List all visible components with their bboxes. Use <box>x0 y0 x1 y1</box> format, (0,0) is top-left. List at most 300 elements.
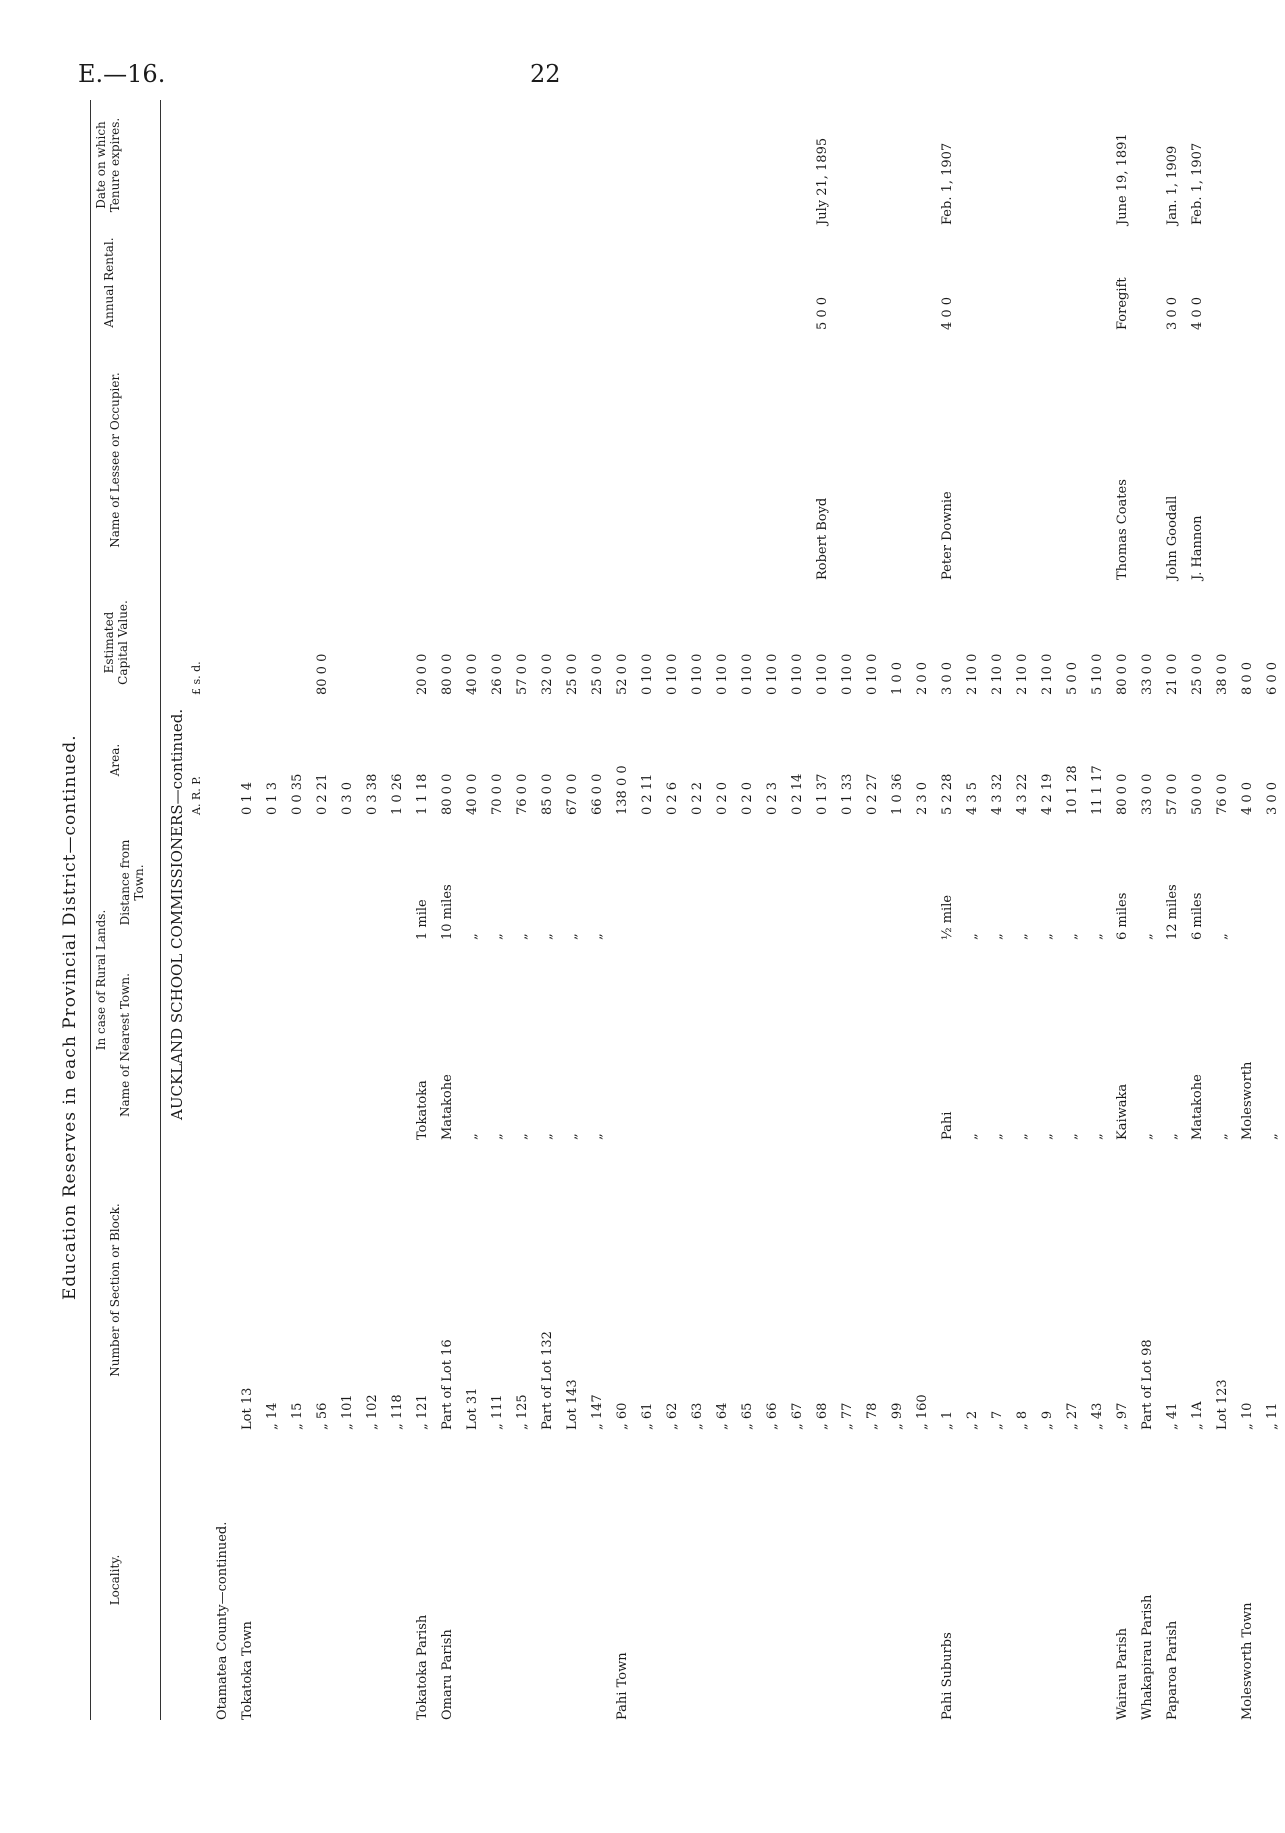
cell-date <box>335 105 360 225</box>
cell-date <box>535 105 560 225</box>
cell-dist <box>635 825 660 940</box>
cell-date <box>835 105 860 225</box>
cell-val: 2 10 0 <box>990 653 1005 695</box>
cell-date <box>685 105 710 225</box>
cell-dist <box>1260 825 1285 940</box>
rotated-table <box>50 117 1280 1720</box>
cell-val: 20 0 0 <box>415 653 430 695</box>
table-row <box>1260 320 1285 1720</box>
cell-area: 40 0 0 <box>465 773 480 815</box>
cell-val: 0 10 0 <box>840 653 855 695</box>
cell-date: Jan. 1, 1909 <box>1165 145 1180 225</box>
table-row <box>335 320 360 1720</box>
cell-date <box>785 105 810 225</box>
cell-les <box>385 340 410 580</box>
cell-sec: „ 1A <box>1190 1401 1205 1430</box>
cell-dist: „ <box>590 933 605 940</box>
cell-rent <box>260 235 285 330</box>
cell-rent <box>485 235 510 330</box>
cell-rent <box>885 235 910 330</box>
cell-sec <box>210 1230 235 1430</box>
cell-town: „ <box>590 1133 605 1140</box>
cell-date <box>1035 105 1060 225</box>
cell-area: 66 0 0 <box>590 773 605 815</box>
cell-date <box>285 105 310 225</box>
cell-sec: „ 11 <box>1265 1402 1280 1430</box>
cell-town: „ <box>515 1133 530 1140</box>
cell-town: „ <box>1040 1133 1055 1140</box>
table-row <box>935 142 960 1720</box>
cell-loc <box>1260 1440 1285 1720</box>
cell-loc <box>1185 1440 1210 1720</box>
cell-val: 0 10 0 <box>740 653 755 695</box>
cell-rent <box>360 235 385 330</box>
cell-val: 0 10 0 <box>865 653 880 695</box>
cell-loc <box>260 1440 285 1720</box>
cell-town <box>335 950 360 1140</box>
header-rental: Annual Rental. <box>102 237 116 328</box>
cell-town <box>235 950 260 1140</box>
cell-val: 32 0 0 <box>540 653 555 695</box>
cell-les <box>410 340 435 580</box>
cell-sec: „ 101 <box>340 1394 355 1430</box>
cell-rent <box>460 235 485 330</box>
cell-les <box>235 340 260 580</box>
table-row <box>760 320 785 1720</box>
table-row <box>1235 320 1260 1720</box>
cell-date <box>485 105 510 225</box>
cell-loc <box>1085 1440 1110 1720</box>
cell-date <box>1010 105 1035 225</box>
cell-les <box>760 340 785 580</box>
cell-town <box>635 950 660 1140</box>
header-expiry: Date on which Tenure expires. <box>94 117 122 213</box>
cell-date <box>760 105 785 225</box>
cell-les <box>910 340 935 580</box>
cell-date <box>410 105 435 225</box>
cell-loc <box>660 1440 685 1720</box>
cell-rent <box>335 235 360 330</box>
cell-town: Matakohe <box>440 1074 455 1140</box>
cell-town: „ <box>540 1133 555 1140</box>
cell-val: 6 0 0 <box>1265 661 1280 695</box>
cell-sec: „ 27 <box>1065 1402 1080 1430</box>
cell-sec: „ 64 <box>715 1402 730 1430</box>
cell-val: 5 10 0 <box>1090 653 1105 695</box>
cell-area: 4 3 22 <box>1015 773 1030 815</box>
cell-town <box>785 950 810 1140</box>
cell-les <box>1210 340 1235 580</box>
cell-sec: „ 77 <box>840 1402 855 1430</box>
table-row <box>810 137 835 1720</box>
cell-dist <box>285 825 310 940</box>
cell-loc <box>960 1440 985 1720</box>
table-row <box>1085 320 1110 1720</box>
cell-rent <box>610 235 635 330</box>
cell-les <box>785 340 810 580</box>
cell-les <box>535 340 560 580</box>
value-units: £ s. d. <box>190 661 203 695</box>
cell-town <box>835 950 860 1140</box>
cell-date <box>635 105 660 225</box>
cell-sec: Lot 143 <box>565 1379 580 1430</box>
cell-sec: Lot 31 <box>465 1387 480 1430</box>
cell-sec: „ 61 <box>640 1402 655 1430</box>
cell-dist: ½ mile <box>940 894 955 940</box>
cell-val: 25 0 0 <box>1190 653 1205 695</box>
cell-rent <box>1210 235 1235 330</box>
cell-sec: „ 43 <box>1090 1402 1105 1430</box>
cell-dist <box>710 825 735 940</box>
cell-val: 0 10 0 <box>690 653 705 695</box>
cell-dist <box>260 825 285 940</box>
table-row <box>1060 320 1085 1720</box>
table-row <box>535 320 560 1720</box>
cell-area: 70 0 0 <box>490 773 505 815</box>
cell-loc <box>785 1440 810 1720</box>
cell-val: 0 10 0 <box>790 653 805 695</box>
cell-dist <box>910 825 935 940</box>
cell-sec: „ 121 <box>415 1394 430 1430</box>
cell-dist: „ <box>1215 933 1230 940</box>
cell-rent <box>635 235 660 330</box>
table-row <box>210 320 235 1720</box>
cell-loc: Wairau Parish <box>1115 1628 1130 1720</box>
cell-dist <box>735 825 760 940</box>
cell-area: 0 2 0 <box>740 781 755 815</box>
cell-val: 40 0 0 <box>465 653 480 695</box>
header-locality: Locality. <box>108 1554 122 1606</box>
cell-sec: „ 78 <box>865 1402 880 1430</box>
cell-town <box>660 950 685 1140</box>
cell-les: Peter Downie <box>940 491 955 580</box>
table-row <box>1035 320 1060 1720</box>
cell-les <box>985 340 1010 580</box>
cell-dist <box>1235 825 1260 940</box>
table-row <box>1210 320 1235 1720</box>
cell-val: 57 0 0 <box>515 653 530 695</box>
cell-dist: „ <box>490 933 505 940</box>
table-row <box>310 320 335 1720</box>
table-row <box>435 320 460 1720</box>
cell-sec: „ 68 <box>815 1402 830 1430</box>
cell-date <box>735 105 760 225</box>
cell-area: 0 3 0 <box>340 781 355 815</box>
table-row <box>985 320 1010 1720</box>
table-row <box>785 320 810 1720</box>
cell-town: „ <box>1165 1133 1180 1140</box>
cell-loc <box>460 1440 485 1720</box>
cell-les <box>460 340 485 580</box>
cell-rent <box>285 235 310 330</box>
cell-les <box>435 340 460 580</box>
cell-town: „ <box>490 1133 505 1140</box>
cell-rent <box>535 235 560 330</box>
cell-date <box>960 105 985 225</box>
cell-town <box>310 950 335 1140</box>
table-row <box>1135 320 1160 1720</box>
cell-dist <box>660 825 685 940</box>
cell-rent <box>560 235 585 330</box>
cell-sec: „ 67 <box>790 1402 805 1430</box>
cell-area: 0 2 6 <box>665 781 680 815</box>
cell-sec: „ 97 <box>1115 1402 1130 1430</box>
table-row <box>1010 320 1035 1720</box>
cell-area: 1 1 18 <box>415 773 430 815</box>
cell-val: 5 0 0 <box>1065 661 1080 695</box>
cell-town: Molesworth <box>1240 1061 1255 1140</box>
cell-loc <box>360 1440 385 1720</box>
cell-dist: 6 miles <box>1190 892 1205 940</box>
cell-area: 0 1 3 <box>265 781 280 815</box>
cell-date <box>860 105 885 225</box>
cell-date <box>585 105 610 225</box>
cell-sec: „ 102 <box>365 1394 380 1430</box>
cell-town: „ <box>965 1133 980 1140</box>
cell-dist <box>610 825 635 940</box>
cell-date <box>660 105 685 225</box>
header-distance: Distance from Town. <box>118 839 146 926</box>
section-heading: AUCKLAND SCHOOL COMMISSIONERS—continued. <box>168 708 186 1120</box>
cell-val <box>260 590 285 695</box>
cell-area: 80 0 0 <box>440 773 455 815</box>
cell-loc <box>685 1440 710 1720</box>
cell-les: J. Hannon <box>1190 515 1205 580</box>
cell-date: July 21, 1895 <box>815 137 830 225</box>
cell-area: 76 0 0 <box>515 773 530 815</box>
cell-loc <box>910 1440 935 1720</box>
cell-dist: 6 miles <box>1115 892 1130 940</box>
cell-area: 50 0 0 <box>1190 773 1205 815</box>
cell-val: 25 0 0 <box>590 653 605 695</box>
cell-les <box>685 340 710 580</box>
cell-loc <box>510 1440 535 1720</box>
cell-date <box>910 105 935 225</box>
cell-val <box>210 590 235 695</box>
cell-town <box>885 950 910 1140</box>
cell-val <box>235 590 260 695</box>
table-row <box>485 320 510 1720</box>
cell-loc <box>285 1440 310 1720</box>
cell-rent: 4 0 0 <box>940 296 955 330</box>
cell-date <box>260 105 285 225</box>
cell-sec: „ 66 <box>765 1402 780 1430</box>
cell-date <box>710 105 735 225</box>
cell-town <box>860 950 885 1140</box>
cell-town: „ <box>1140 1133 1155 1140</box>
cell-sec: „ 125 <box>515 1394 530 1430</box>
table-row <box>885 320 910 1720</box>
cell-les: Robert Boyd <box>815 497 830 580</box>
cell-sec: „ 62 <box>665 1402 680 1430</box>
cell-val: 21 0 0 <box>1165 653 1180 695</box>
cell-dist <box>685 825 710 940</box>
cell-rent <box>735 235 760 330</box>
cell-town <box>210 950 235 1140</box>
table-row <box>585 320 610 1720</box>
cell-les <box>835 340 860 580</box>
header-section: Number of Section or Block. <box>108 1203 122 1377</box>
cell-sec: „ 41 <box>1165 1402 1180 1430</box>
cell-loc <box>310 1440 335 1720</box>
cell-val: 38 0 0 <box>1215 653 1230 695</box>
cell-rent <box>310 235 335 330</box>
cell-loc <box>385 1440 410 1720</box>
cell-val: 8 0 0 <box>1240 661 1255 695</box>
cell-date <box>885 105 910 225</box>
cell-dist <box>810 825 835 940</box>
cell-area: 4 2 19 <box>1040 773 1055 815</box>
cell-loc <box>710 1440 735 1720</box>
cell-les <box>210 340 235 580</box>
cell-area: 4 3 5 <box>965 781 980 815</box>
cell-sec: „ 7 <box>990 1410 1005 1430</box>
cell-rent <box>1060 235 1085 330</box>
cell-rent <box>435 235 460 330</box>
cell-les <box>1035 340 1060 580</box>
cell-sec: „ 99 <box>890 1402 905 1430</box>
cell-date: June 19, 1891 <box>1115 133 1130 225</box>
cell-val: 0 10 0 <box>640 653 655 695</box>
cell-sec: „ 2 <box>965 1410 980 1430</box>
cell-town <box>735 950 760 1140</box>
cell-rent <box>685 235 710 330</box>
cell-dist <box>335 825 360 940</box>
cell-dist: „ <box>540 933 555 940</box>
cell-loc: Omaru Parish <box>440 1629 455 1720</box>
cell-les <box>1235 340 1260 580</box>
table-row <box>1110 133 1135 1720</box>
table-row <box>635 320 660 1720</box>
cell-dist <box>310 825 335 940</box>
cell-dist <box>360 825 385 940</box>
cell-area: 76 0 0 <box>1215 773 1230 815</box>
cell-town <box>260 950 285 1140</box>
cell-dist: 1 mile <box>415 899 430 940</box>
cell-town: „ <box>1015 1133 1030 1140</box>
cell-area: 0 2 27 <box>865 773 880 815</box>
cell-loc <box>1035 1440 1060 1720</box>
cell-town: „ <box>565 1133 580 1140</box>
cell-town <box>385 950 410 1140</box>
cell-rent <box>210 235 235 330</box>
cell-area: 11 1 17 <box>1090 765 1105 815</box>
cell-dist <box>860 825 885 940</box>
cell-date <box>235 105 260 225</box>
table-row <box>360 320 385 1720</box>
cell-dist: „ <box>990 933 1005 940</box>
cell-les: John Goodall <box>1165 495 1180 580</box>
cell-area: 33 0 0 <box>1140 773 1155 815</box>
cell-val <box>385 590 410 695</box>
cell-les <box>610 340 635 580</box>
cell-date: Feb. 1, 1907 <box>1190 142 1205 225</box>
cell-sec: „ 14 <box>265 1402 280 1430</box>
cell-sec: „ 63 <box>690 1402 705 1430</box>
cell-les <box>1260 340 1285 580</box>
cell-sec: „ 60 <box>615 1402 630 1430</box>
cell-dist: „ <box>565 933 580 940</box>
cell-date <box>1210 105 1235 225</box>
page-reference: E.—16. <box>78 60 166 88</box>
cell-les <box>860 340 885 580</box>
cell-val: 80 0 0 <box>1115 653 1130 695</box>
table-row <box>860 320 885 1720</box>
cell-val: 3 0 0 <box>940 661 955 695</box>
cell-rent <box>1235 235 1260 330</box>
cell-les: Thomas Coates <box>1115 479 1130 580</box>
cell-area: 0 2 21 <box>315 773 330 815</box>
cell-val: 0 10 0 <box>815 653 830 695</box>
cell-dist: „ <box>965 933 980 940</box>
cell-area <box>210 705 235 815</box>
cell-area: 0 2 2 <box>690 781 705 815</box>
cell-val: 26 0 0 <box>490 653 505 695</box>
cell-les <box>560 340 585 580</box>
cell-les <box>485 340 510 580</box>
rule-top <box>90 100 91 1720</box>
cell-date <box>385 105 410 225</box>
cell-rent <box>760 235 785 330</box>
cell-area: 4 3 32 <box>990 773 1005 815</box>
table-row <box>260 320 285 1720</box>
cell-rent: Foregift <box>1115 277 1130 330</box>
cell-loc <box>1210 1440 1235 1720</box>
cell-les <box>335 340 360 580</box>
cell-rent <box>1010 235 1035 330</box>
cell-les <box>260 340 285 580</box>
cell-sec: „ 111 <box>490 1394 505 1430</box>
cell-town <box>710 950 735 1140</box>
cell-sec: „ 10 <box>1240 1402 1255 1430</box>
cell-town: „ <box>465 1133 480 1140</box>
cell-dist <box>885 825 910 940</box>
cell-area: 4 0 0 <box>1240 781 1255 815</box>
cell-date <box>1235 105 1260 225</box>
cell-dist: „ <box>1140 933 1155 940</box>
cell-loc <box>335 1440 360 1720</box>
header-rural-group: In case of Rural Lands. <box>94 909 108 1051</box>
cell-area: 85 0 0 <box>540 773 555 815</box>
table-row <box>610 320 635 1720</box>
cell-date <box>1135 105 1160 225</box>
cell-rent <box>510 235 535 330</box>
cell-dist: „ <box>515 933 530 940</box>
table-row <box>710 320 735 1720</box>
cell-loc: Whakapirau Parish <box>1140 1594 1155 1720</box>
cell-town: „ <box>990 1133 1005 1140</box>
cell-loc: Otamatea County—continued. <box>215 1521 230 1720</box>
cell-sec: „ 118 <box>390 1394 405 1430</box>
cell-sec: „ 56 <box>315 1402 330 1430</box>
cell-area: 0 2 14 <box>790 773 805 815</box>
cell-area: 0 1 37 <box>815 773 830 815</box>
cell-town: Tokatoka <box>415 1080 430 1140</box>
table-title: Education Reserves in each Provincial District—continued. <box>60 734 80 1300</box>
table-row <box>685 320 710 1720</box>
cell-rent <box>385 235 410 330</box>
cell-val: 2 10 0 <box>1015 653 1030 695</box>
cell-area: 57 0 0 <box>1165 773 1180 815</box>
cell-date <box>1085 105 1110 225</box>
cell-dist: „ <box>1065 933 1080 940</box>
cell-loc <box>1010 1440 1035 1720</box>
cell-loc <box>585 1440 610 1720</box>
table-row <box>510 320 535 1720</box>
cell-val: 2 10 0 <box>1040 653 1055 695</box>
cell-date <box>210 105 235 225</box>
cell-val: 0 10 0 <box>715 653 730 695</box>
